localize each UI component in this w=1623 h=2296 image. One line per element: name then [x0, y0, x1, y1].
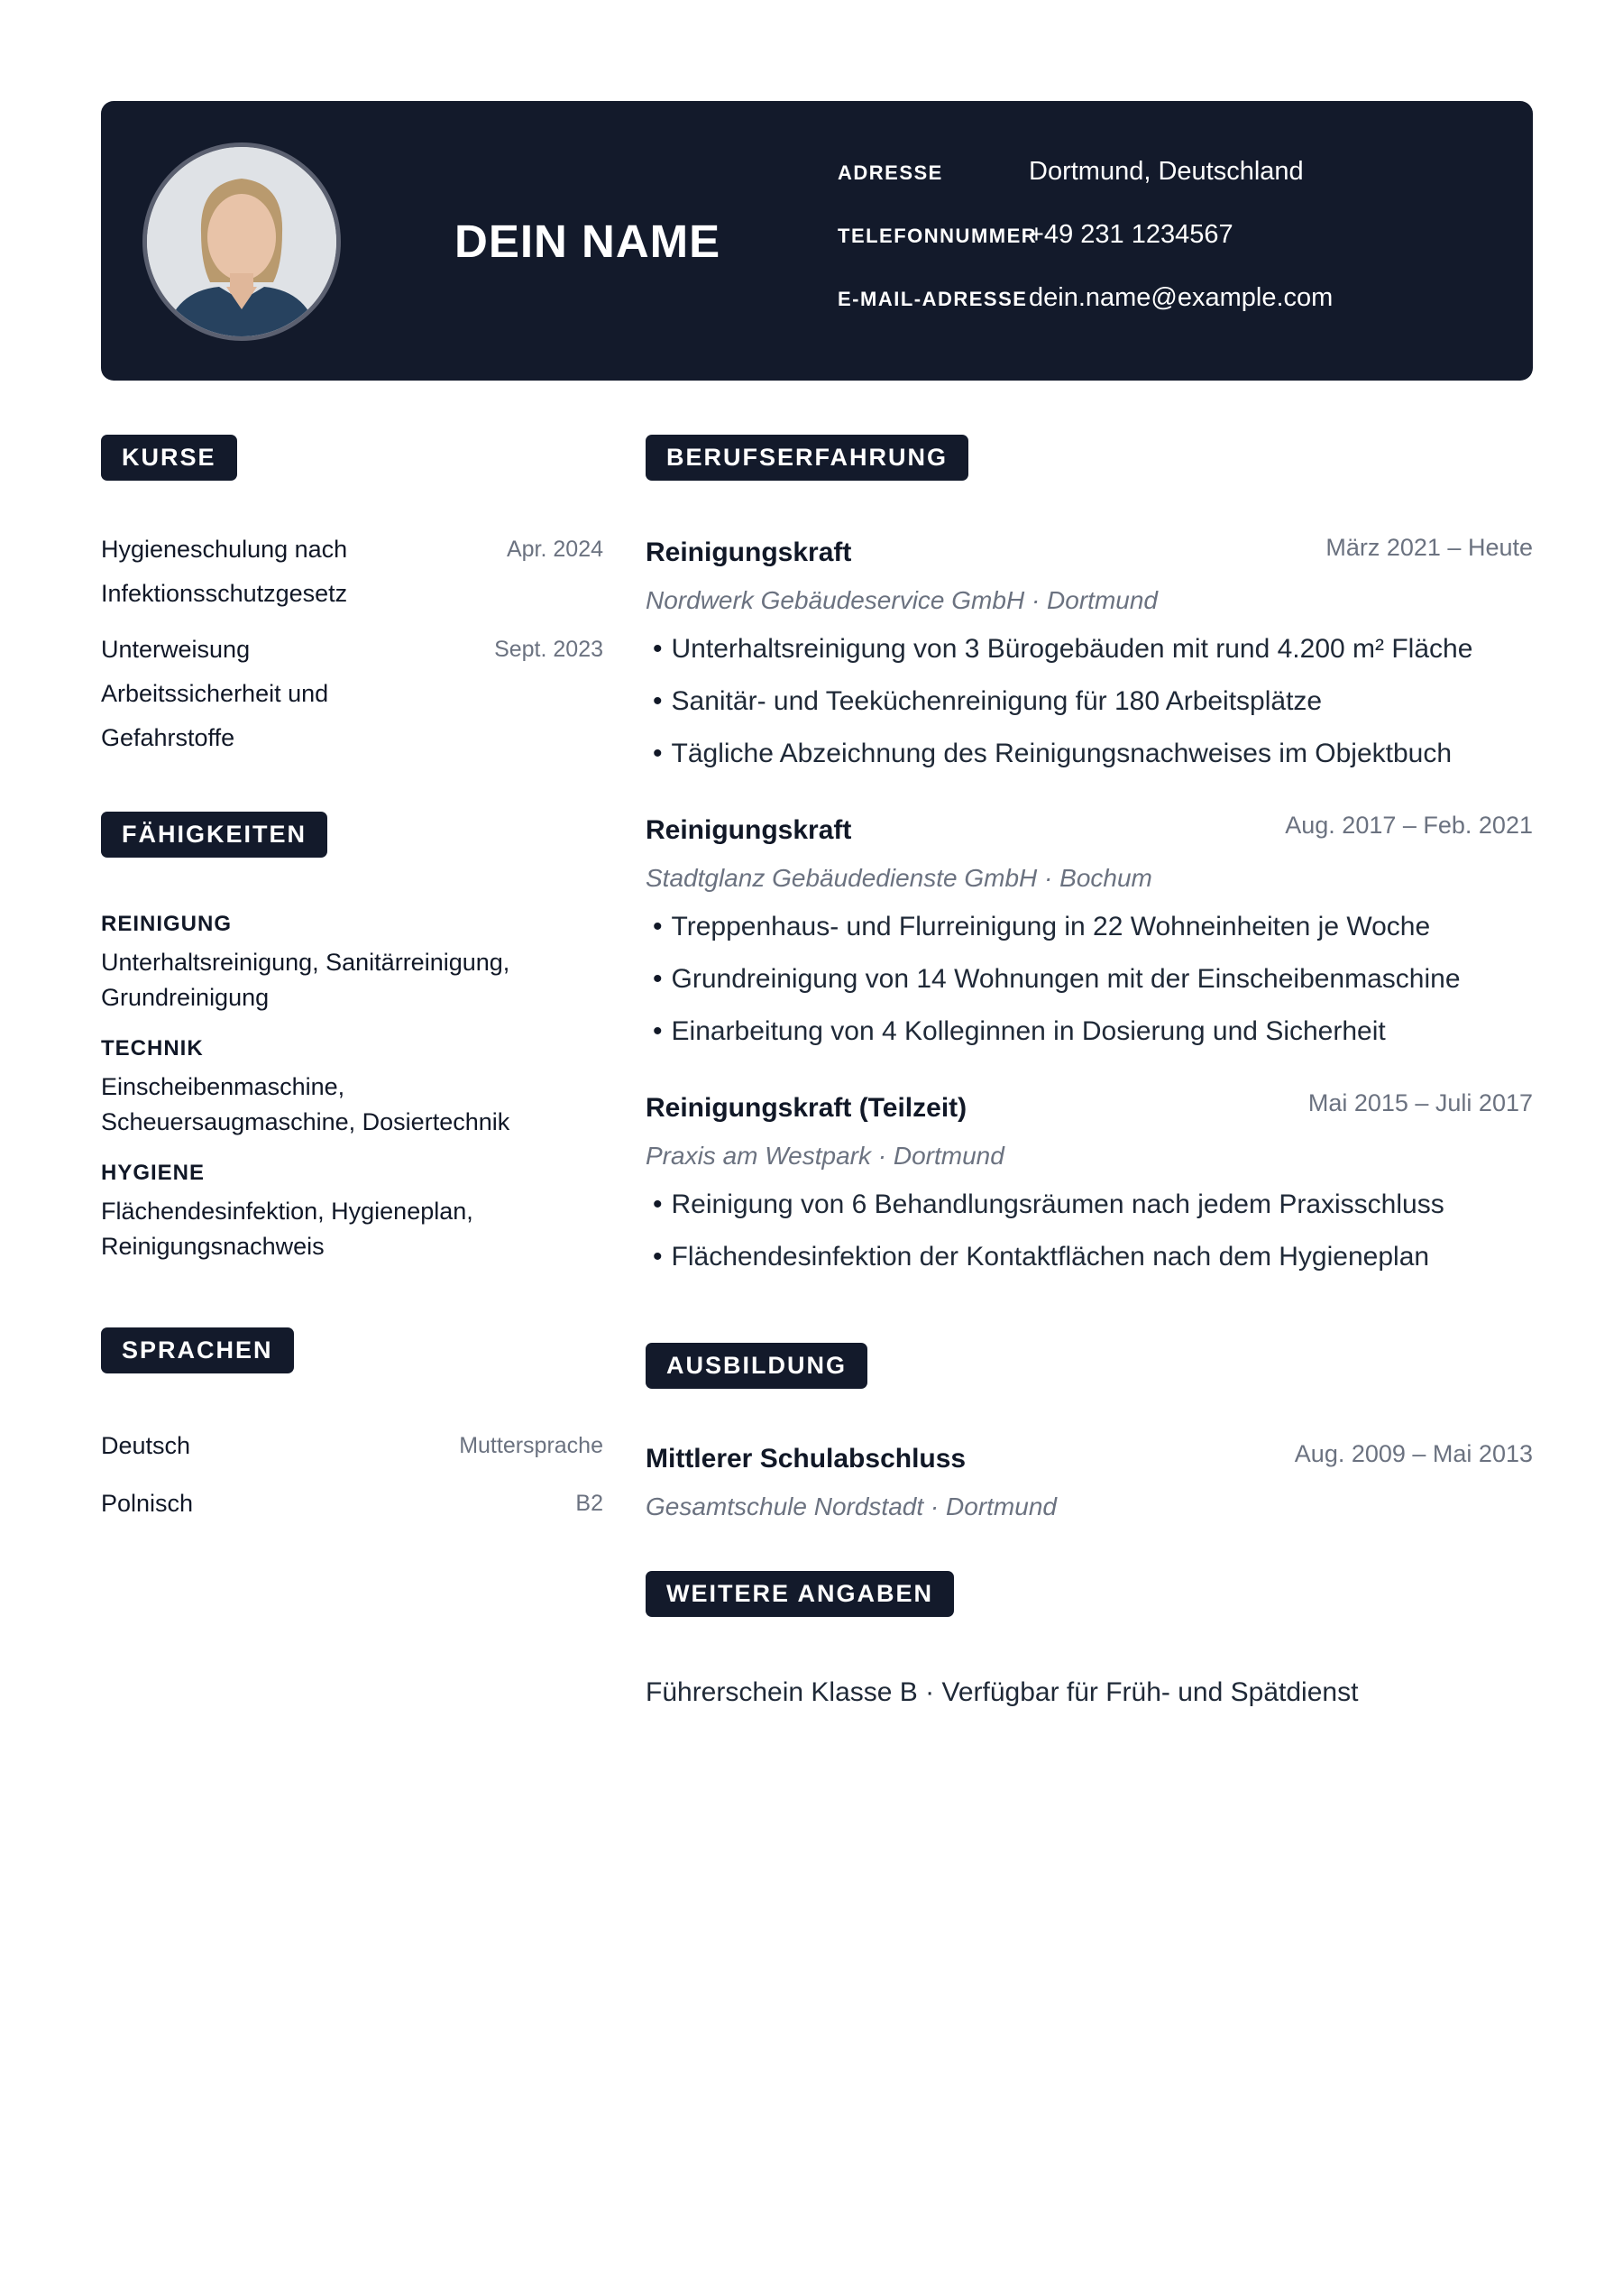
job-title: Reinigungskraft (Teilzeit)	[646, 1093, 967, 1123]
section-heading-experience: BERUFSERFAHRUNG	[646, 435, 968, 481]
extra-text: Führerschein Klasse B · Verfügbar für Früh- und Spätdienst	[646, 1677, 1359, 1707]
section-heading-skills: FÄHIGKEITEN	[101, 812, 327, 858]
full-name: DEIN NAME	[454, 215, 721, 267]
section-heading-education: AUSBILDUNG	[646, 1343, 867, 1389]
job-bullets	[646, 901, 1533, 1058]
job-date: Aug. 2017 – Feb. 2021	[1285, 812, 1533, 839]
job-bullets	[646, 623, 1533, 780]
language-item	[101, 1423, 603, 1481]
skill-label: TECHNIK	[101, 1036, 204, 1061]
course-date: Sept. 2023	[494, 637, 603, 662]
contact-block	[838, 157, 1333, 346]
contact-value: Dortmund, Deutschland	[1029, 157, 1304, 186]
education-date: Aug. 2009 – Mai 2013	[1294, 1440, 1533, 1467]
contact-label: E-MAIL-ADRESSE	[838, 288, 1028, 310]
skill-text: Unterhaltsreinigung, Sanitärreinigung, Grundreinigung	[101, 949, 510, 1011]
contact-phone	[838, 220, 1333, 283]
education-school: Gesamtschule Nordstadt · Dortmund	[646, 1492, 1057, 1520]
bullet-item: • Grundreinigung von 14 Wohnungen mit der Einscheibenmaschine	[653, 953, 1533, 1006]
job-entry	[646, 528, 1533, 780]
skill-label: REINIGUNG	[101, 912, 233, 936]
language-item	[101, 1481, 603, 1538]
profile-photo-icon	[147, 147, 336, 336]
job-title: Reinigungskraft	[646, 537, 852, 567]
course-date: Apr. 2024	[506, 537, 603, 562]
language-name: Deutsch	[101, 1432, 191, 1459]
contact-value: dein.name@example.com	[1029, 283, 1334, 312]
job-company: Stadtglanz Gebäudedienste GmbH · Bochum	[646, 864, 1152, 892]
job-entry	[646, 1083, 1533, 1283]
language-name: Polnisch	[101, 1490, 194, 1517]
skill-text: Flächendesinfektion, Hygieneplan, Reinigungsnachweis	[101, 1198, 473, 1260]
job-date: März 2021 – Heute	[1325, 534, 1533, 561]
bullet-item: • Treppenhaus- und Flurreinigung in 22 Wohneinheiten je Woche	[653, 901, 1533, 953]
experience-list	[646, 528, 1533, 1309]
education-title: Mittlerer Schulabschluss	[646, 1444, 967, 1474]
education-entry	[646, 1434, 1533, 1529]
job-entry	[646, 805, 1533, 1058]
skill-label: HYGIENE	[101, 1161, 206, 1185]
course-item	[101, 628, 603, 760]
section-heading-courses: KURSE	[101, 435, 237, 481]
job-date: Mai 2015 – Juli 2017	[1307, 1089, 1533, 1116]
bullet-item: • Tägliche Abzeichnung des Reinigungsnachweises im Objektbuch	[653, 728, 1533, 780]
contact-value: +49 231 1234567	[1029, 220, 1233, 249]
section-heading-languages: SPRACHEN	[101, 1327, 294, 1373]
bullet-item: • Einarbeitung von 4 Kolleginnen in Dosierung und Sicherheit	[653, 1006, 1533, 1058]
skill-text: Einscheibenmaschine, Scheuersaugmaschine, Dosiertechnik	[101, 1073, 510, 1135]
resume-header	[101, 101, 1533, 381]
section-heading-extra: WEITERE ANGABEN	[646, 1571, 954, 1617]
contact-address	[838, 157, 1333, 220]
courses-list	[101, 528, 603, 760]
language-level: Muttersprache	[459, 1433, 603, 1458]
course-title: Hygieneschulung nach Infektionsschutzgesetz	[101, 536, 348, 607]
avatar	[142, 142, 341, 341]
contact-email	[838, 283, 1333, 346]
bullet-item: • Sanitär- und Teeküchenreinigung für 180 Arbeitsplätze	[653, 675, 1533, 728]
bullet-item: • Reinigung von 6 Behandlungsräumen nach jedem Praxisschluss	[653, 1179, 1533, 1231]
bullet-item: • Flächendesinfektion der Kontaktflächen nach dem Hygieneplan	[653, 1231, 1533, 1283]
language-level: B2	[575, 1491, 603, 1516]
skills-list	[101, 911, 603, 1284]
job-company: Nordwerk Gebäudeservice GmbH · Dortmund	[646, 586, 1158, 614]
education-list	[646, 1434, 1533, 1555]
contact-label: ADRESSE	[838, 161, 943, 184]
job-title: Reinigungskraft	[646, 815, 852, 845]
extra-info	[646, 1670, 1533, 1715]
skill-group	[101, 1160, 603, 1264]
course-item	[101, 528, 603, 616]
course-title: Unterweisung Arbeitssicherheit und Gefahrstoffe	[101, 636, 329, 751]
contact-label: TELEFONNUMMER	[838, 225, 1038, 247]
languages-list	[101, 1423, 603, 1538]
skill-group	[101, 911, 603, 1015]
skill-group	[101, 1035, 603, 1140]
job-company: Praxis am Westpark · Dortmund	[646, 1142, 1004, 1170]
bullet-item: • Unterhaltsreinigung von 3 Bürogebäuden mit rund 4.200 m² Fläche	[653, 623, 1533, 675]
job-bullets	[646, 1179, 1533, 1283]
